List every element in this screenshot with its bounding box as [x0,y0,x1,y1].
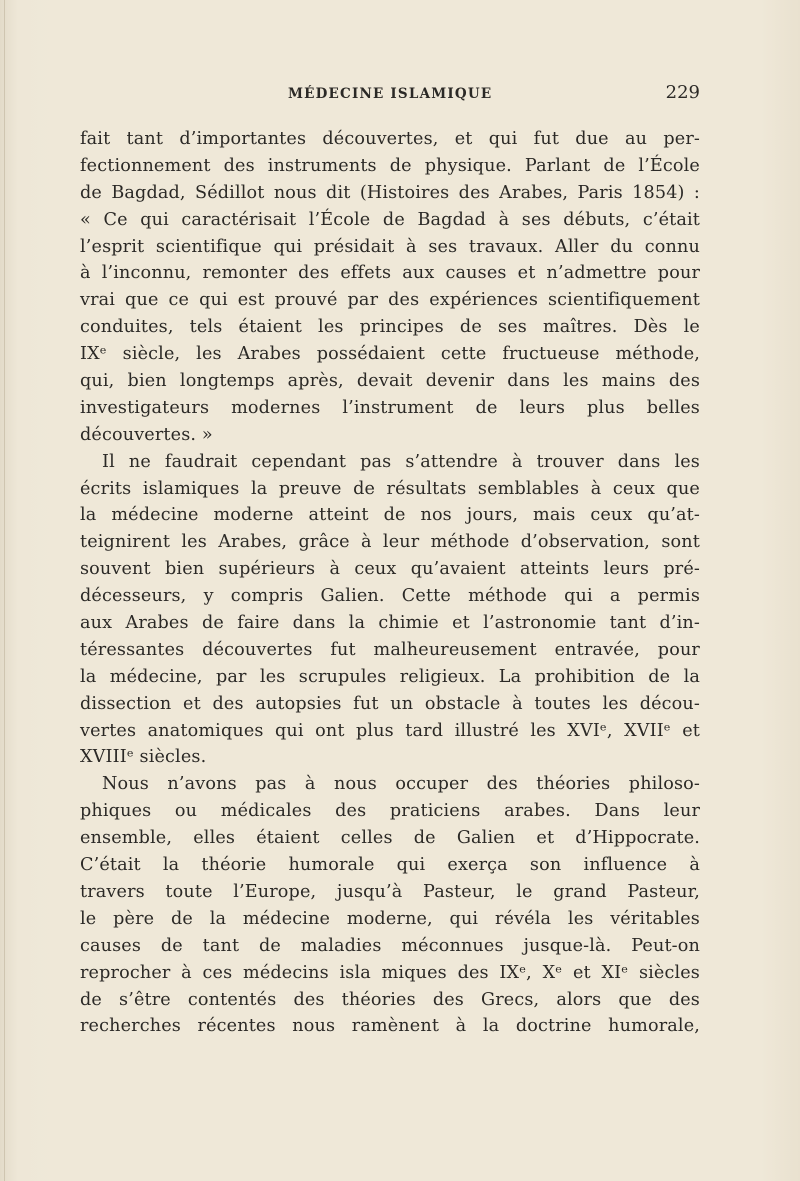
text-line: C’était la théorie humorale qui exerça son influence à [80,855,700,876]
text-line: conduites, tels étaient les principes de ses maîtres. Dès le [80,317,700,338]
running-title: MÉDECINE ISLAMIQUE [288,86,493,102]
text-line: aux Arabes de faire dans la chimie et l’astronomie tant d’in- [80,613,700,634]
text-line: causes de tant de maladies méconnues jusque-là. Peut-on [80,935,700,956]
page-binding-edge [4,0,5,1181]
text-line: l’esprit scientifique qui présidait à ses travaux. Aller du connu [80,236,700,257]
text-line: ensemble, elles étaient celles de Galien et d’Hippocrate. [80,828,700,849]
text-line: « Ce qui caractérisait l’École de Bagdad à ses débuts, c’était [80,209,700,230]
text-line: IXᵉ siècle, les Arabes possédaient cette fructueuse méthode, [80,344,700,365]
text-line: vertes anatomiques qui ont plus tard illustré les XVIᵉ, XVIIᵉ et [80,720,700,741]
text-line: recherches récentes nous ramènent à la doctrine humorale, [80,1016,700,1037]
text-line: teignirent les Arabes, grâce à leur méthode d’observation, sont [80,532,700,553]
text-line: travers toute l’Europe, jusqu’à Pasteur, le grand Pasteur, [80,881,700,902]
page-number: 229 [665,82,700,103]
text-line: la médecine, par les scrupules religieux. La prohibition de la [80,666,700,687]
text-line: vrai que ce qui est prouvé par des expériences scientifiquement [80,290,700,311]
text-line: écrits islamiques la preuve de résultats semblables à ceux que [80,478,700,499]
text-line: le père de la médecine moderne, qui révéla les véritables [80,908,700,929]
text-line: à l’inconnu, remonter des effets aux causes et n’admettre pour [80,263,700,284]
text-line: de Bagdad, Sédillot nous dit (Histoires des Arabes, Paris 1854) : [80,182,700,203]
text-line: phiques ou médicales des praticiens arabes. Dans leur [80,801,700,822]
text-line: fait tant d’importantes découvertes, et qui fut due au per- [80,129,700,149]
text-line: Nous n’avons pas à nous occuper des théories philoso- [102,774,700,795]
text-line: souvent bien supérieurs à ceux qu’avaient atteints leurs pré- [80,559,700,580]
text-line: investigateurs modernes l’instrument de leurs plus belles [80,397,700,418]
text-line: qui, bien longtemps après, devait devenir dans les mains des [80,371,700,392]
text-line: reprocher à ces médecins isla miques des IXᵉ, Xᵉ et XIᵉ siècles [80,962,700,983]
running-head [80,82,700,110]
text-line: la médecine moderne atteint de nos jours, mais ceux qu’at- [80,505,700,526]
text-line: fectionnement des instruments de physique. Parlant de l’École [80,155,700,176]
body-text [80,126,700,1040]
text-line: Il ne faudrait cependant pas s’attendre à trouver dans les [102,451,700,472]
text-line: XVIIIᵉ siècles. [80,747,207,768]
text-line: de s’être contentés des théories des Grecs, alors que des [80,989,700,1010]
text-line: dissection et des autopsies fut un obstacle à toutes les décou- [80,693,700,714]
text-line: téressantes découvertes fut malheureusement entravée, pour [80,639,700,660]
text-line: découvertes. » [80,424,213,445]
text-line: décesseurs, y compris Galien. Cette méthode qui a permis [80,586,700,607]
